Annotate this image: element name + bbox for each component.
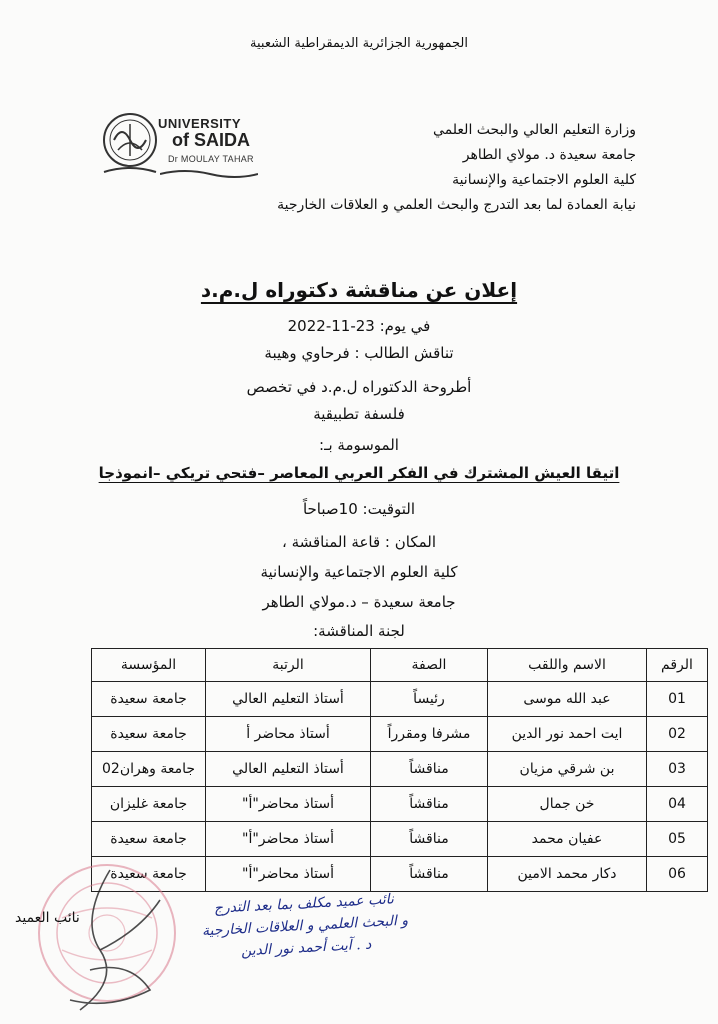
cell-institution: جامعة سعيدة <box>92 682 206 717</box>
student-line: تناقش الطالب : فرحاوي وهيبة <box>264 344 454 362</box>
logo-text-saida: of SAIDA <box>172 130 250 150</box>
cell-name: عفيان محمد <box>488 822 647 857</box>
cell-name: ايت احمد نور الدين <box>488 717 647 752</box>
logo-text-university: UNIVERSITY <box>158 116 242 131</box>
ministry-name: وزارة التعليم العالي والبحث العلمي <box>433 122 636 138</box>
cell-number: 04 <box>647 787 708 822</box>
vice-dean-label: نائب العميد <box>15 910 80 926</box>
cell-name: خن جمال <box>488 787 647 822</box>
specialty-line: فلسفة تطبيقية <box>313 405 405 423</box>
header-name: الاسم واللقب <box>488 649 647 682</box>
university-logo <box>100 110 258 180</box>
header-number: الرقم <box>647 649 708 682</box>
cell-rank: أستاذ التعليم العالي <box>206 682 371 717</box>
cell-role: مناقشاً <box>371 857 488 892</box>
cell-role: رئيساً <box>371 682 488 717</box>
faculty-name: كلية العلوم الاجتماعية والإنسانية <box>452 172 636 188</box>
university-line: جامعة سعيدة – د.مولاي الطاهر <box>262 593 456 611</box>
cell-role: مناقشاً <box>371 752 488 787</box>
signature-block <box>148 885 461 967</box>
signature-name: د . آيت أحمد نور الدين <box>240 936 372 960</box>
university-emblem-icon <box>100 110 158 180</box>
cell-number: 03 <box>647 752 708 787</box>
cell-institution: جامعة سعيدة <box>92 822 206 857</box>
date-line: في يوم: 23-11-2022 <box>287 317 431 335</box>
header-institution: المؤسسة <box>92 649 206 682</box>
cell-rank: أستاذ محاضر"أ" <box>206 787 371 822</box>
table-row <box>92 717 708 752</box>
cell-institution: جامعة سعيدة <box>92 857 206 892</box>
thesis-line: أطروحة الدكتوراه ل.م.د في تخصص <box>246 378 472 396</box>
table-header-row <box>92 649 708 682</box>
cell-institution: جامعة وهران02 <box>92 752 206 787</box>
cell-name: بن شرقي مزيان <box>488 752 647 787</box>
header-role: الصفة <box>371 649 488 682</box>
committee-label: لجنة المناقشة: <box>313 622 405 640</box>
titled-label: الموسومة بـ: <box>319 436 399 454</box>
cell-role: مناقشاً <box>371 822 488 857</box>
signature-title-line1: نائب عميد مكلف بما بعد التدرج <box>213 891 395 917</box>
cell-institution: جامعة سعيدة <box>92 717 206 752</box>
logo-text-moulay-tahar: Dr MOULAY TAHAR <box>168 154 254 164</box>
cell-rank: أستاذ التعليم العالي <box>206 752 371 787</box>
cell-institution: جامعة غليزان <box>92 787 206 822</box>
cell-rank: أستاذ محاضر"أ" <box>206 822 371 857</box>
table-row <box>92 857 708 892</box>
cell-role: مناقشاً <box>371 787 488 822</box>
vice-deanship-name: نيابة العمادة لما بعد التدرج والبحث العلمي و العلاقات الخارجية <box>277 197 636 213</box>
committee-table <box>91 648 708 892</box>
signature-title-line2: و البحث العلمي و العلاقات الخارجية <box>201 912 409 940</box>
ministry-header <box>236 118 636 218</box>
table-row <box>92 787 708 822</box>
place-line: المكان : قاعة المناقشة ، <box>281 533 437 551</box>
cell-name: عبد الله موسى <box>488 682 647 717</box>
cell-rank: أستاذ محاضر"أ" <box>206 857 371 892</box>
cell-number: 02 <box>647 717 708 752</box>
table-row <box>92 682 708 717</box>
cell-role: مشرفا ومقرراً <box>371 717 488 752</box>
thesis-title: اتيقا العيش المشترك في الفكر العربي المعاصر –فتحي تريكي –انموذجا <box>98 464 620 482</box>
cell-name: دكار محمد الامين <box>488 857 647 892</box>
faculty-line: كلية العلوم الاجتماعية والإنسانية <box>260 563 458 581</box>
republic-header: الجمهورية الجزائرية الديمقراطية الشعبية <box>250 36 468 51</box>
cell-number: 05 <box>647 822 708 857</box>
university-name: جامعة سعيدة د. مولاي الطاهر <box>462 147 636 163</box>
cell-rank: أستاذ محاضر أ <box>206 717 371 752</box>
table-row <box>92 822 708 857</box>
table-row <box>92 752 708 787</box>
header-rank: الرتبة <box>206 649 371 682</box>
cell-number: 06 <box>647 857 708 892</box>
announcement-title: إعلان عن مناقشة دكتوراه ل.م.د <box>200 278 518 302</box>
time-line: التوقيت: 10صباحاً <box>302 500 416 518</box>
cell-number: 01 <box>647 682 708 717</box>
